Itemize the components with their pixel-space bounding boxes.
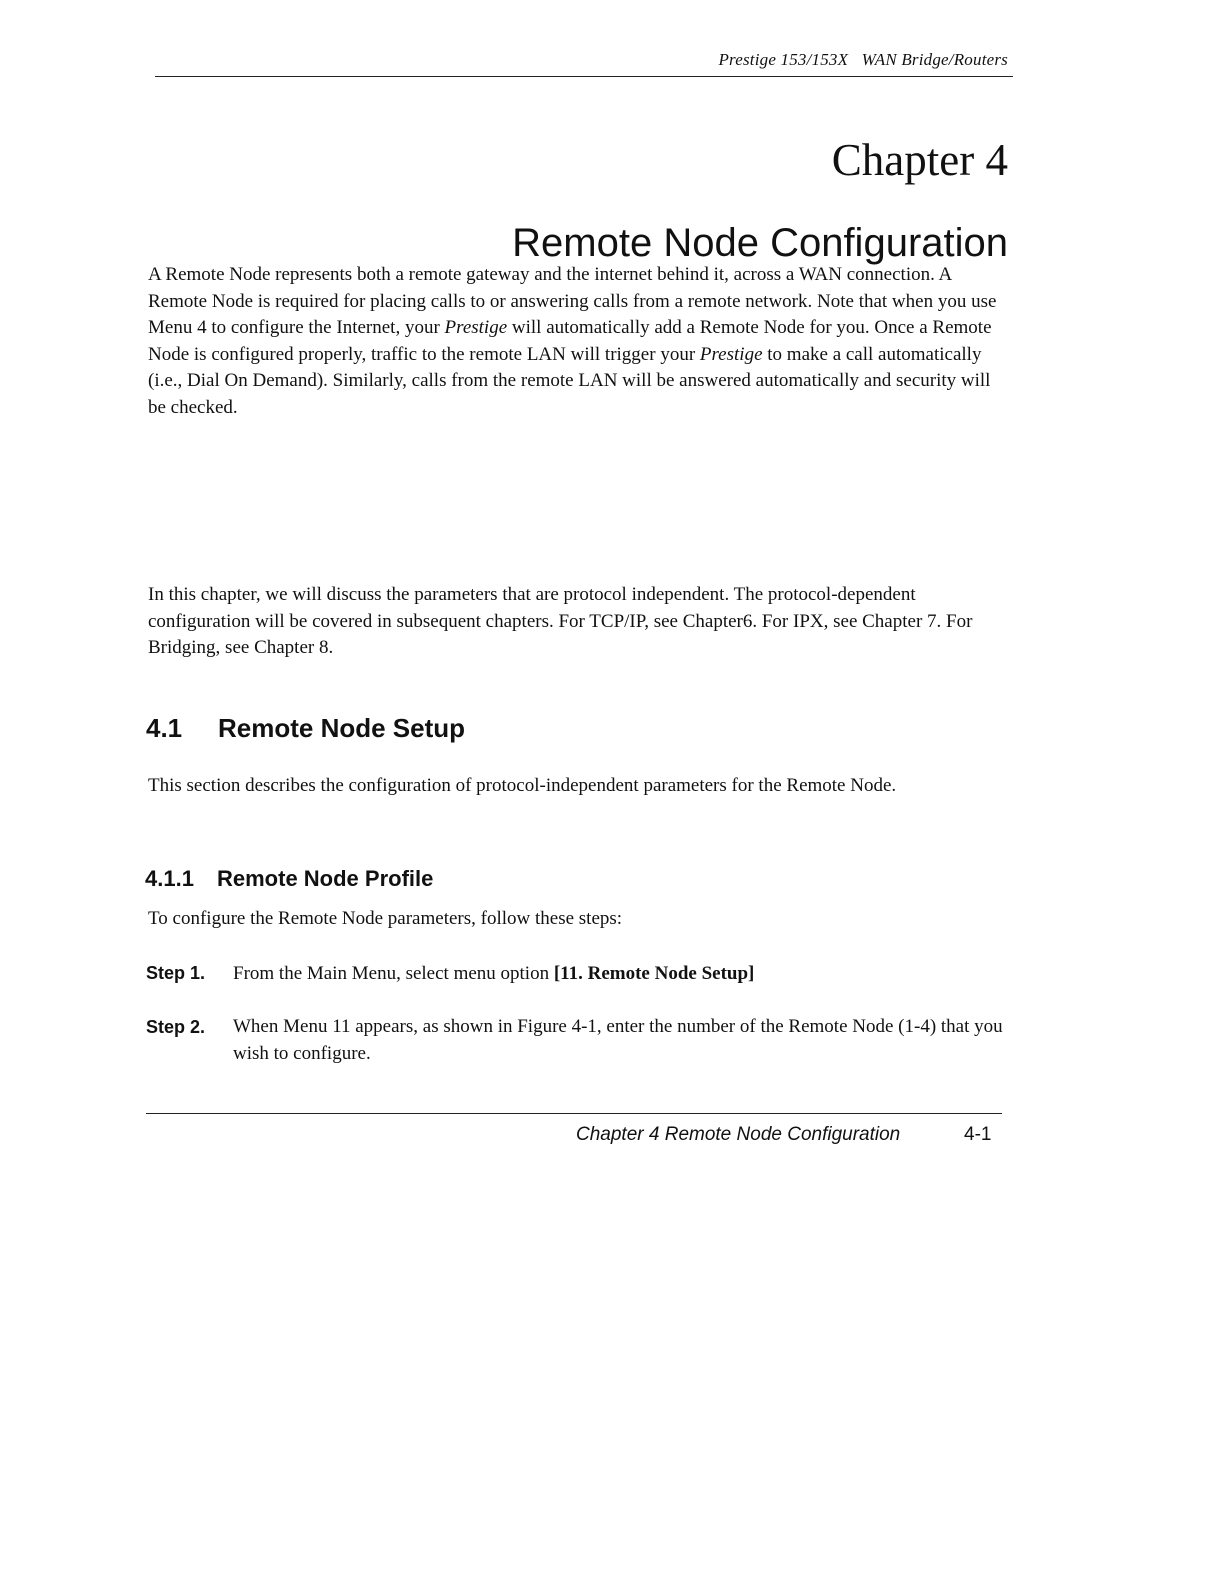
section-heading-4-1-1 (145, 864, 433, 894)
footer-chapter-label: Chapter 4 Remote Node Configuration (576, 1124, 901, 1145)
intro-paragraph-1 (148, 262, 1008, 421)
section-4-1-body: This section describes the configuration of protocol-independent parameters for the Remote Node. (148, 775, 897, 796)
page-number: 4-1 (964, 1124, 992, 1145)
section-heading-4-1 (146, 711, 465, 745)
section-4-1-1-body: To configure the Remote Node parameters, follow these steps: (148, 908, 623, 929)
product-name: Prestige (444, 317, 508, 338)
section-title: Remote Node Setup (218, 713, 466, 743)
intro-text-part-3: to make a call automatically (i.e., Dial On Demand). Similarly, calls from the remote LAN will be answered automatically and security will be checked. (148, 343, 991, 418)
intro-text-part-2: will automatically add a Remote Node for you. Once a Remote Node is configured properly, traffic to the remote LAN will trigger your (148, 317, 992, 365)
product-name: Prestige (699, 343, 763, 365)
section-number: 4.1 (146, 713, 183, 743)
step-1-label: Step 1. (146, 963, 206, 983)
subsection-title: Remote Node Profile (217, 866, 434, 891)
subsection-number: 4.1.1 (145, 866, 194, 891)
chapter-title: Remote Node Configuration (512, 221, 1008, 265)
menu-option: [11. Remote Node Setup] (553, 963, 755, 984)
footer-rule (146, 1113, 1002, 1114)
intro-text-part-1: A Remote Node represents both a remote gateway and the internet behind it, across a WAN connection. A Remote Node is required for placing calls to or answering calls from a remote network. Note that when you use Menu 4 to configure the Internet, your (148, 264, 997, 338)
intro-paragraph-2: In this chapter, we will discuss the parameters that are protocol independent. The protocol-dependent configuration will be covered in subsequent chapters. For TCP/IP, see Chapter6. For IPX, see Chapter 7. For Bridging, see Chapter 8. (148, 584, 973, 658)
step-1-text (233, 960, 1003, 987)
step-2-label: Step 2. (146, 1017, 206, 1037)
step-1-instruction: From the Main Menu, select menu option (233, 963, 554, 984)
running-header: Prestige 153/153X WAN Bridge/Routers (718, 50, 1008, 69)
chapter-number: Chapter 4 (831, 135, 1008, 185)
header-rule (155, 76, 1013, 77)
step-2-text: When Menu 11 appears, as shown in Figure 4-1, enter the number of the Remote Node (1-4) that you wish to configure. (233, 1016, 1003, 1064)
